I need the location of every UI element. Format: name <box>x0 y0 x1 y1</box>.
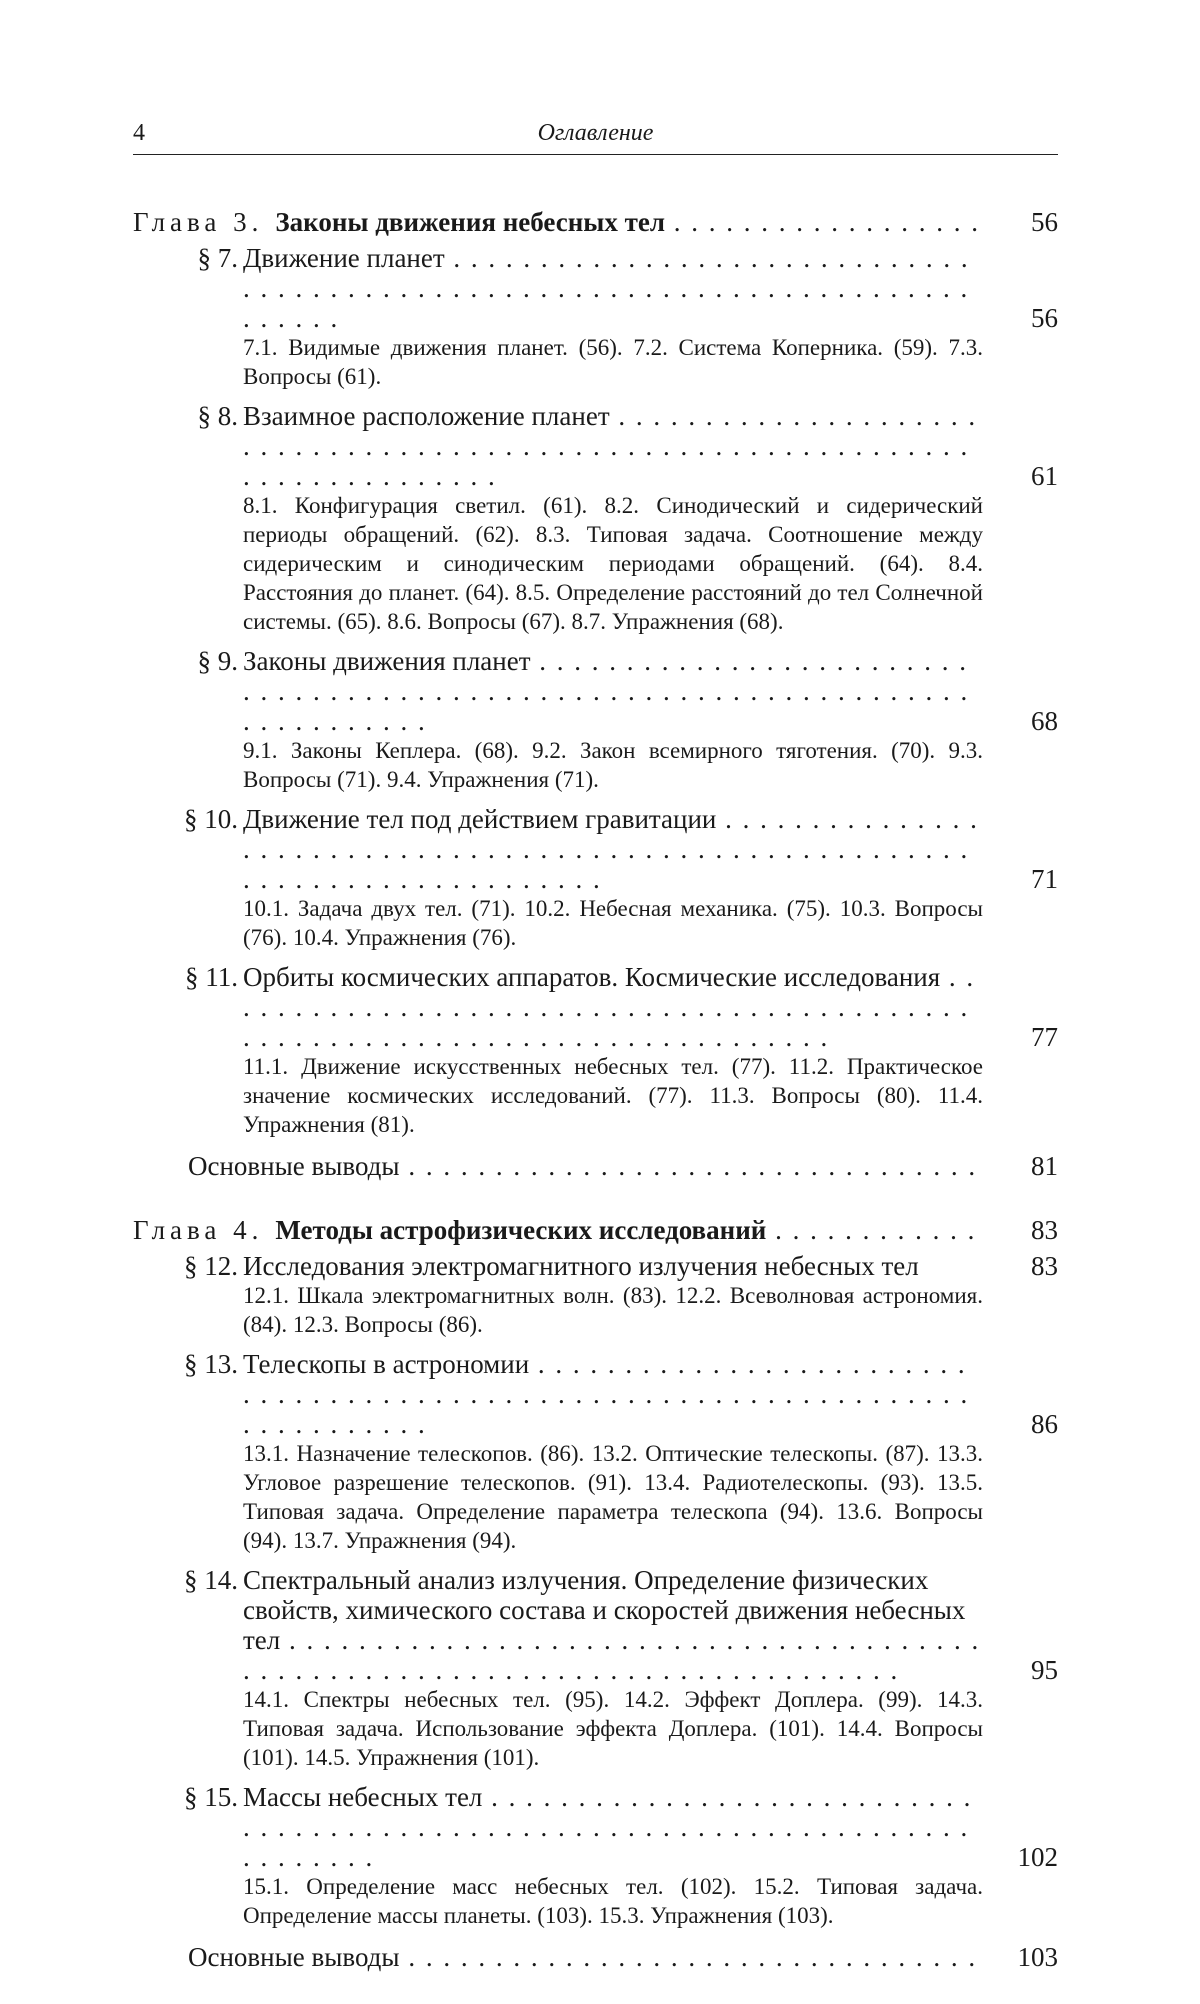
toc-section[interactable] <box>133 646 1058 794</box>
subsection-list: 11.1. Движение искусственных небесных тел. (77). 11.2. Практическое значение космических исследований. (77). 11.3. Вопросы (80). 11.4. Упражнения (81). <box>243 1054 983 1137</box>
toc-section[interactable] <box>133 1782 1058 1930</box>
subsection-list: 14.1. Спектры небесных тел. (95). 14.2. Эффект Доплера. (99). 14.3. Типовая задача. Использование эффекта Доплера. (101). 14.4. Вопросы (101). 14.5. Упражнения (101). <box>243 1687 983 1770</box>
section-title: Движение планет . . . <box>243 243 983 333</box>
running-head <box>133 120 1058 155</box>
page-number: 4 <box>133 120 145 146</box>
subsection-list: 15.1. Определение масс небесных тел. (102). 15.2. Типовая задача. Определение массы планеты. (103). 15.3. Упражнения (103). <box>243 1874 983 1928</box>
section-title: Исследования электромагнитного излучения небесных тел <box>243 1251 919 1281</box>
subsection-list: 8.1. Конфигурация светил. (61). 8.2. Синодический и сидерический периоды обращений. (62). 8.3. Типовая задача. Соотношение между сидерическим и синодическим периодами обращений. (64). 8.4. Расстояния до планет. (64). 8.5. Определение расстояний до тел Солнечной системы. (65). 8.6. Вопросы (67). 8.7. Упражнения (68). <box>243 493 983 634</box>
subsection-list: 7.1. Видимые движения планет. (56). 7.2. Система Коперника. (59). 7.3. Вопросы (61). <box>243 335 983 389</box>
chapter-heading <box>133 1213 983 1247</box>
subsection-list: 12.1. Шкала электромагнитных волн. (83). 12.2. Всеволновая астрономия. (84). 12.3. Вопросы (86). <box>243 1283 983 1337</box>
section-number: § 11. <box>185 962 238 992</box>
chapter-entry[interactable] <box>133 205 1058 239</box>
section-title: Движение тел под действием гравитации . . . <box>243 804 983 894</box>
section-page-number: 77 <box>1031 1022 1058 1052</box>
section-title: Орбиты космических аппаратов. Космические исследования . . . <box>243 962 983 1052</box>
section-page-number: 56 <box>1031 303 1058 333</box>
chapter-page-number: 56 <box>1031 207 1058 237</box>
section-number: § 13. <box>184 1349 238 1379</box>
summary-title: Основные выводы . . . <box>188 1940 983 1974</box>
section-number: § 9. <box>197 646 238 676</box>
chapter-title: Законы движения небесных тел <box>275 207 665 237</box>
toc-section[interactable] <box>133 401 1058 636</box>
section-number: § 12. <box>184 1251 238 1281</box>
summary-title: Основные выводы . . . <box>188 1149 983 1183</box>
chapter-entry[interactable] <box>133 1213 1058 1247</box>
toc-section[interactable] <box>133 804 1058 952</box>
summary-page-number: 103 <box>1017 1942 1058 1972</box>
section-title: Спектральный анализ излучения. Определение физических свойств, химического состава и скоростей движения небесных тел . . . <box>243 1565 983 1685</box>
section-page-number: 61 <box>1031 461 1058 491</box>
section-title: Законы движения планет . . . <box>243 646 983 736</box>
section-page-number: 102 <box>1017 1842 1058 1872</box>
summary-entry[interactable] <box>188 1149 1058 1183</box>
section-number: § 7. <box>197 243 238 273</box>
summary-page-number: 81 <box>1031 1151 1058 1181</box>
section-title: Массы небесных тел . . . <box>243 1782 983 1872</box>
section-page-number: 95 <box>1031 1655 1058 1685</box>
toc-chapter <box>133 205 1058 1183</box>
toc-section[interactable] <box>133 962 1058 1139</box>
chapter-heading <box>133 205 983 239</box>
section-number: § 8. <box>197 401 238 431</box>
section-title: Взаимное расположение планет . . . <box>243 401 983 491</box>
summary-entry[interactable] <box>188 1940 1058 1974</box>
chapter-page-number: 83 <box>1031 1215 1058 1245</box>
subsection-list: 10.1. Задача двух тел. (71). 10.2. Небесная механика. (75). 10.3. Вопросы (76). 10.4. Упражнения (76). <box>243 896 983 950</box>
section-title: Телескопы в астрономии . . . <box>243 1349 983 1439</box>
toc-chapter <box>133 1213 1058 1974</box>
chapter-label: Глава 4. <box>133 1215 264 1245</box>
toc-section[interactable] <box>133 1349 1058 1555</box>
section-page-number: 83 <box>1031 1251 1058 1281</box>
toc-section[interactable] <box>133 243 1058 391</box>
toc-section[interactable] <box>133 1251 1058 1339</box>
running-title: Оглавление <box>537 120 654 146</box>
toc-section[interactable] <box>133 1565 1058 1772</box>
table-of-contents <box>133 205 1058 2004</box>
subsection-list: 13.1. Назначение телескопов. (86). 13.2. Оптические телескопы. (87). 13.3. Угловое разрешение телескопов. (91). 13.4. Радиотелескопы. (93). 13.5. Типовая задача. Определение параметра телескопа (94). 13.6. Вопросы (94). 13.7. Упражнения (94). <box>243 1441 983 1553</box>
section-page-number: 71 <box>1031 864 1058 894</box>
section-page-number: 68 <box>1031 706 1058 736</box>
section-number: § 10. <box>184 804 238 834</box>
section-number: § 15. <box>184 1782 238 1812</box>
section-page-number: 86 <box>1031 1409 1058 1439</box>
subsection-list: 9.1. Законы Кеплера. (68). 9.2. Закон всемирного тяготения. (70). 9.3. Вопросы (71). 9.4. Упражнения (71). <box>243 738 983 792</box>
section-number: § 14. <box>184 1565 238 1595</box>
chapter-title: Методы астрофизических исследований <box>275 1215 767 1245</box>
chapter-label: Глава 3. <box>133 207 264 237</box>
